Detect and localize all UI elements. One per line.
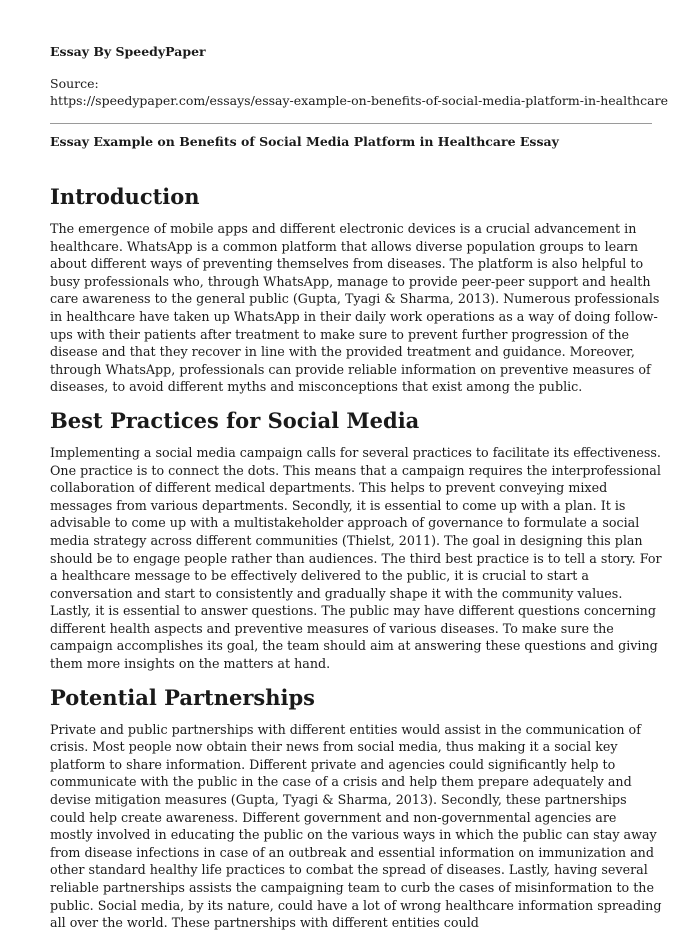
- section-heading-potential-partnerships: Potential Partnerships: [50, 684, 316, 710]
- section-paragraph-potential-partnerships: Private and public partnerships with different entities would assist in the communication of crisis. Most people now obtain their news from social media, thus making it a social key platform to share information. Different private and agencies could significantly help to communicate with the public in the case of a crisis and help them prepare adequately and devise mitigation measures (Gupta, Tyagi & Sharma, 2013). Secondly, these partnerships could help create awareness. Different government and non-governmental agencies are mostly involved in educating the public on the various ways in which the public can stay away from disease infections in case of an outbreak and essential information on immunization and other standard healthy life practices to combat the spread of diseases. Lastly, having several reliable partnerships assists the campaigning team to curb the cases of misinformation to the public. Social media, by its nature, could have a lot of wrong healthcare information spreading all over the world. These partnerships with different entities could: [50, 721, 662, 931]
- document-header: [50, 44, 669, 109]
- source-label: Source:: [50, 76, 99, 91]
- section-paragraph-introduction: The emergence of mobile apps and different electronic devices is a crucial advancement in healthcare. WhatsApp is a common platform that allows diverse population groups to learn about different ways of preventing themselves from diseases. The platform is also helpful to busy professionals who, through WhatsApp, manage to provide peer-peer support and health care awareness to the general public (Gupta, Tyagi & Sharma, 2013). Numerous professionals in healthcare have taken up WhatsApp in their daily work operations as a way of doing follow-ups with their patients after treatment to make sure to prevent further progression of the disease and that they recover in line with the provided treatment and guidance. Moreover, through WhatsApp, professionals can provide reliable information on preventive measures of diseases, to avoid different myths and misconceptions that exist among the public.: [50, 221, 660, 395]
- essay-by-line: Essay By SpeedyPaper: [50, 44, 206, 59]
- section-heading-best-practices: Best Practices for Social Media: [50, 407, 420, 433]
- essay-body: [50, 184, 662, 944]
- header-divider: [50, 123, 652, 124]
- essay-title: Essay Example on Benefits of Social Media Platform in Healthcare Essay: [50, 134, 559, 149]
- section-heading-introduction: Introduction: [50, 184, 200, 209]
- section-paragraph-best-practices: Implementing a social media campaign calls for several practices to facilitate its effectiveness. One practice is to connect the dots. This means that a campaign requires the interprofessional collaboration of different medical departments. This helps to prevent conveying mixed messages from various departments. Secondly, it is essential to come up with a plan. It is advisable to come up with a multistakeholder approach of governance to formulate a social media strategy across different communities (Thielst, 2011). The goal in designing this plan should be to engage people rather than audiences. The third best practice is to tell a story. For a healthcare message to be effectively delivered to the public, it is crucial to start a conversation and start to consistently and gradually shape it with the community values. Lastly, it is essential to answer questions. The public may have different questions concerning different health aspects and preventive measures of various diseases. To make sure the campaign accomplishes its goal, the team should aim at answering these questions and giving them more insights on the matters at hand.: [50, 444, 662, 672]
- source-url: https://speedypaper.com/essays/essay-example-on-benefits-of-social-media-platform-in-healthcare: [50, 93, 669, 108]
